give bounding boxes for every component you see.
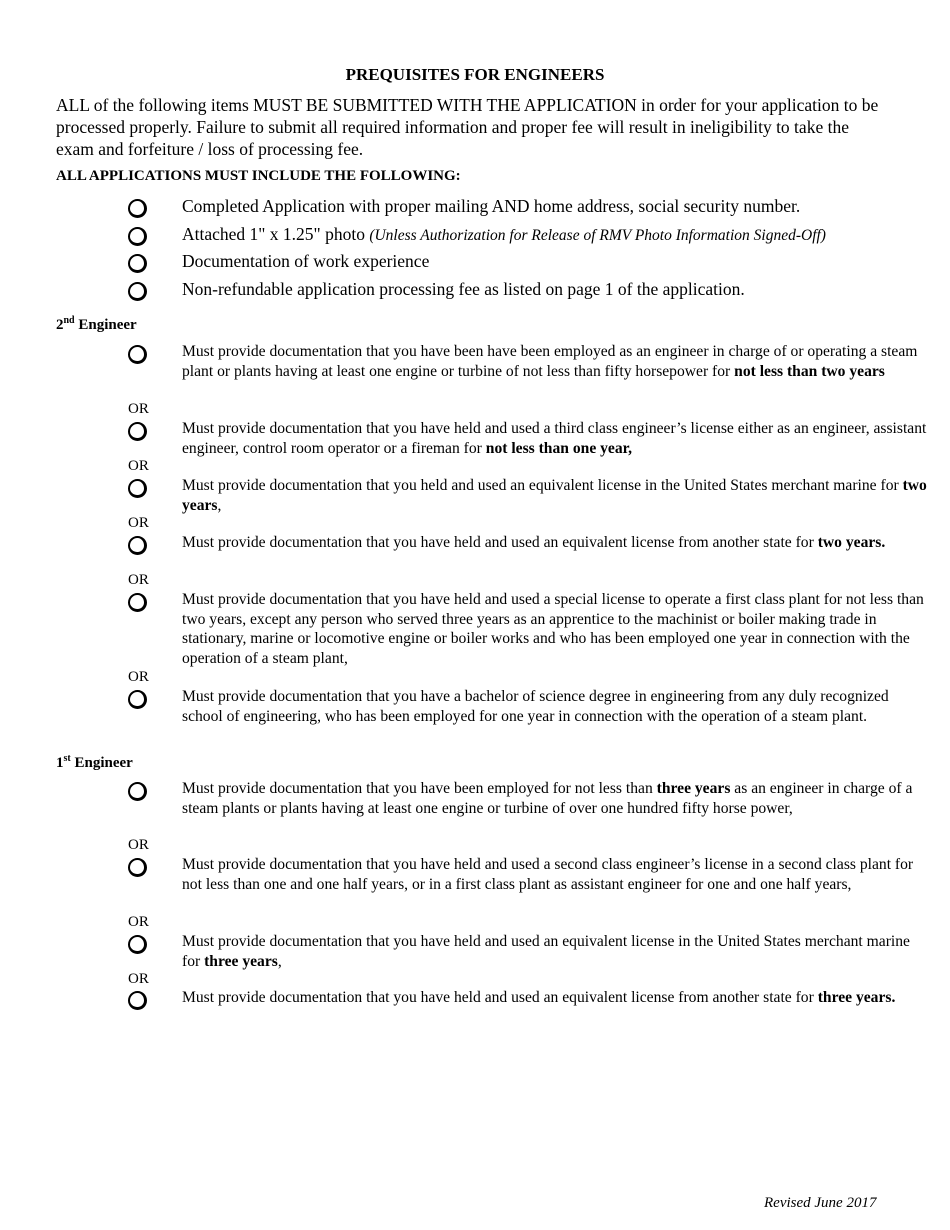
option-tail: as an engineer in charge of a steam plants or plants having at least one engine or turbine of over one hundred fifty horse power, <box>182 780 913 817</box>
intro-paragraph: ALL of the following items MUST BE SUBMITTED WITH THE APPLICATION in order for your application to be processed properly. Failure to submit all required information and proper fee will result in ineligibility to take the exam and forfeiture / loss of processing fee. <box>56 95 879 159</box>
or-separator: OR <box>128 572 149 588</box>
or-separator: OR <box>128 914 149 930</box>
checkbox-circle-icon[interactable] <box>128 479 147 498</box>
option-text <box>182 687 928 726</box>
option-emphasis: two years <box>182 477 927 514</box>
heading-ordinal: nd <box>63 315 75 326</box>
option-tail: , <box>217 496 222 514</box>
option-text <box>182 533 928 553</box>
option-text <box>182 988 928 1008</box>
option-emphasis: three years <box>204 952 278 970</box>
option-emphasis: not less than one year, <box>485 439 633 457</box>
option-text <box>182 932 928 971</box>
photo-requirement: Attached 1" x 1.25" photo <box>182 224 365 244</box>
option-body: Must provide documentation that you have been have been employed as an engineer in charge of or operating a steam plant or plants having at least one engine or turbine of not less than fifty horsepower for <box>182 343 918 380</box>
checkbox-circle-icon[interactable] <box>128 858 147 877</box>
option-body: Must provide documentation that you have a bachelor of science degree in engineering from any duly recognized school of engineering, who has been employed for one year in connection with the operation of a steam plant. <box>182 688 889 725</box>
checkbox-circle-icon[interactable] <box>128 422 147 441</box>
checklist-item-text: Documentation of work experience <box>182 251 430 271</box>
checkbox-circle-icon[interactable] <box>128 782 147 801</box>
option-text <box>182 342 928 381</box>
page-title: PREQUISITES FOR ENGINEERS <box>345 65 605 84</box>
checkbox-circle-icon[interactable] <box>128 345 147 364</box>
checkbox-circle-icon[interactable] <box>128 254 147 273</box>
option-emphasis: not less than two years <box>734 362 885 380</box>
or-separator: OR <box>128 971 149 987</box>
or-separator: OR <box>128 401 149 417</box>
option-tail: , <box>277 952 282 970</box>
photo-note: (Unless Authorization for Release of RMV Photo Information Signed-Off) <box>369 227 826 244</box>
heading-ordinal: st <box>63 753 71 764</box>
checkbox-circle-icon[interactable] <box>128 536 147 555</box>
option-body: Must provide documentation that you held and used an equivalent license in the United States merchant marine for <box>182 477 903 494</box>
second-engineer-heading <box>56 315 137 335</box>
checkbox-circle-icon[interactable] <box>128 199 147 218</box>
checklist-item-text <box>182 223 928 247</box>
option-emphasis: three years <box>656 780 731 797</box>
option-body: Must provide documentation that you have held and used an equivalent license in the United States merchant marine for <box>182 933 910 970</box>
heading-label: Engineer <box>74 317 137 333</box>
checkbox-circle-icon[interactable] <box>128 690 147 709</box>
heading-label: Engineer <box>70 755 133 771</box>
or-separator: OR <box>128 837 149 853</box>
option-body: Must provide documentation that you have held and used a special license to operate a first class plant for not less than two years, except any person who served three years as an apprentice to the machinist or boiler making trade in stationary, marine or locomotive engine or boiler works and who has been employed one year in connection with the operation of a steam plant, <box>182 591 924 667</box>
option-body: Must provide documentation that you have been employed for not less than <box>182 780 657 797</box>
option-emphasis: two years. <box>817 534 886 551</box>
checkbox-circle-icon[interactable] <box>128 935 147 954</box>
revision-note: Revised June 2017 <box>764 1195 877 1211</box>
option-body: Must provide documentation that you have held and used a second class engineer’s license in a second class plant for not less than one and one half years, or in a first class plant as assistant engineer for one and one half years, <box>182 856 914 893</box>
heading-number: 2 <box>56 317 64 333</box>
option-body: Must provide documentation that you have held and used an equivalent license from another state for <box>182 534 818 551</box>
checklist-item-text: Completed Application with proper mailing AND home address, social security number. <box>182 196 801 216</box>
checklist-item-text: Non-refundable application processing fee as listed on page 1 of the application. <box>182 279 745 299</box>
heading-number: 1 <box>56 755 64 771</box>
option-text <box>182 855 928 894</box>
option-text <box>182 590 928 668</box>
first-engineer-heading <box>56 753 133 773</box>
or-separator: OR <box>128 458 149 474</box>
option-text <box>182 779 928 818</box>
or-separator: OR <box>128 669 149 685</box>
option-text <box>182 476 928 515</box>
option-body: Must provide documentation that you have held and used a third class engineer’s license either as an engineer, assistant engineer, control room operator or a fireman for <box>182 420 927 457</box>
checkbox-circle-icon[interactable] <box>128 227 147 246</box>
checkbox-circle-icon[interactable] <box>128 991 147 1010</box>
checkbox-circle-icon[interactable] <box>128 593 147 612</box>
option-body: Must provide documentation that you have held and used an equivalent license from another state for <box>182 989 818 1006</box>
or-separator: OR <box>128 515 149 531</box>
all-applications-heading: ALL APPLICATIONS MUST INCLUDE THE FOLLOWING: <box>56 168 461 184</box>
option-emphasis: three years. <box>817 989 896 1006</box>
option-text <box>182 419 928 458</box>
checkbox-circle-icon[interactable] <box>128 282 147 301</box>
